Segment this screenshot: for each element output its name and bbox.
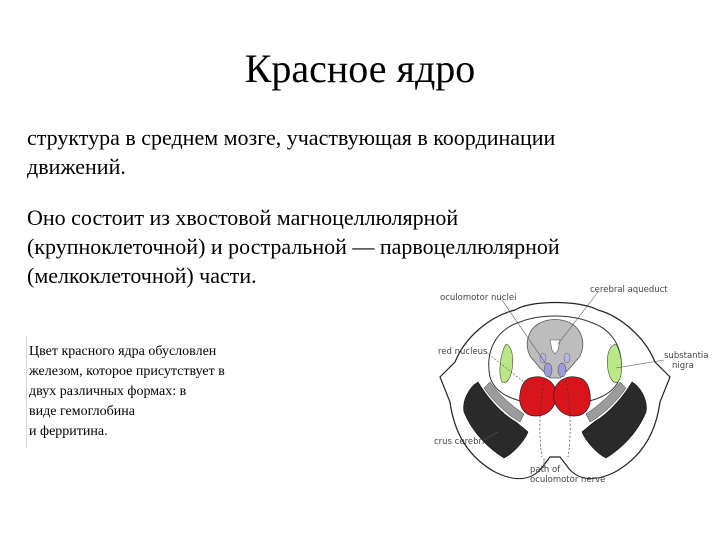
note-line-2: железом, которое присутствует в [29,364,225,379]
red-nucleus-right [554,377,591,416]
definition-paragraph [27,123,555,181]
note-line-5: и ферритина. [29,424,108,439]
label-red-nucleus: red nucleus [438,347,488,357]
label-path-of: path of [530,465,561,475]
label-oculomotor-nuclei: oculomotor nuclei [440,293,517,303]
slide-title: Красное ядро [244,46,476,91]
structure-line-3: (мелкоклеточной) части. [27,263,257,288]
structure-paragraph [27,203,560,290]
note-line-3: двух различных формах: в [29,384,187,399]
label-substantia: substantia [664,351,709,361]
label-crus-cerebri: crus cerebri [434,437,485,447]
structure-line-1: Оно состоит из хвостовой магноцеллюлярной [27,205,459,230]
note-line-1: Цвет красного ядра обусловлен [29,344,217,359]
note-line-4: виде гемоглобина [29,404,135,419]
label-nigra: nigra [672,361,694,371]
oculomotor-nucleus-right [558,363,566,377]
structure-line-2: (крупноклеточной) и ростральной — парвоцеллюлярной [27,234,560,259]
oculomotor-nucleus-small-left [540,353,546,363]
definition-line-2: движений. [27,154,126,179]
midbrain-diagram [420,282,709,497]
color-note [29,342,225,442]
oculomotor-nucleus-left [544,363,552,377]
oculomotor-nucleus-small-right [564,353,570,363]
definition-line-1: структура в среднем мозге, участвующая в координации [27,125,556,150]
label-oculomotor-nerve: oculomotor nerve [530,475,606,485]
label-cerebral-aqueduct: cerebral aqueduct [590,285,668,295]
note-border [26,336,27,448]
